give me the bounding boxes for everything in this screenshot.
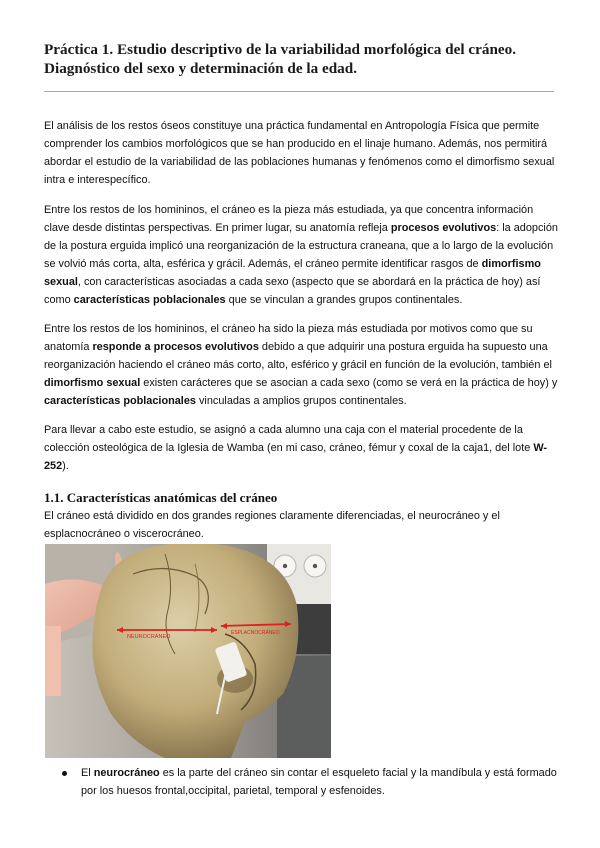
bold-term: procesos evolutivos (390, 222, 497, 234)
title-divider (44, 91, 554, 92)
text-run: El (81, 767, 94, 779)
bold-term: dimorfismo sexual (44, 258, 541, 288)
section-heading: 1.1. Características anatómicas del cráneo (44, 490, 278, 505)
section-intro: El cráneo está dividido en dos grandes regiones claramente diferenciadas, el neurocráneo y el esplacnocráneo o viscerocráneo. (44, 510, 500, 540)
bold-term: responde a procesos evolutivos (92, 341, 259, 353)
splanchnocranium-label: ESPLACNOCRÁNEO (231, 630, 280, 636)
bold-term: dimorfismo sexual (44, 377, 141, 389)
bullet-text (81, 764, 561, 800)
text-run: , con características asociadas a cada sexo (aspecto que se abordará en la práctica de hoy) así como (44, 276, 541, 306)
skull-photo-drawing (45, 544, 331, 758)
bold-term: características poblacionales (44, 395, 196, 407)
text-run: que se vinculan a grandes grupos continentales. (225, 294, 463, 306)
page-title: Práctica 1. Estudio descriptivo de la variabilidad morfológica del cráneo. Diagnóstico del sexo y determinación de la edad. (44, 41, 517, 77)
text-run: Para llevar a cabo este estudio, se asignó a cada alumno una caja con el material procedente de la colección osteológica de la Iglesia de Wamba (en mi caso, cráneo, fémur y coxal de la caja1, del lote (44, 424, 534, 454)
text-run: Entre los restos de los homininos, el cráneo ha sido la pieza más estudiada por motivos como que su anatomía (44, 323, 533, 353)
paragraph-reasons (44, 320, 560, 410)
text-run: ). (62, 460, 69, 472)
text-run: Entre los restos de los homininos, el cráneo es la pieza más estudiada, ya que concentra información clave desde distintas perspectivas. En primer lugar, su anatomía refleja (44, 204, 534, 234)
text-run: : la adopción de la postura erguida implicó una reorganización de la estructura craneana, que a lo largo de la evolución se volvió más corta, alta, esférica y grácil. Además, el cráneo permite identificar rasgos de (44, 222, 558, 270)
paragraph-materials (44, 421, 560, 475)
bold-term: características poblacionales (73, 294, 226, 306)
skull-photo (45, 544, 331, 758)
bold-term: W-252 (44, 442, 548, 472)
text-run: debido a que adquirir una postura erguida ha supuesto una reorganización haciendo el cráneo más corto, alto, esférico y grácil en función de la evolución, también el (44, 341, 552, 371)
bullet-icon (62, 771, 67, 776)
text-run: es la parte del cráneo sin contar el esqueleto facial y la mandíbula y está formado por los huesos frontal,occipital, parietal, temporal y esfenoides. (81, 767, 557, 797)
paragraph-intro: El análisis de los restos óseos constituye una práctica fundamental en Antropología Física que permite comprender los cambios morfológicos que se han producido en el linaje humano. Además, nos permitirá abordar el estudio de la variabilidad de las poblaciones humanas y fenómenos como el dimorfismo sexual intra e interespecífico. (44, 120, 555, 186)
text-run: vinculadas a amplios grupos continentales. (195, 395, 407, 407)
paragraph-evolution (44, 201, 560, 309)
text-run: existen carácteres que se asocian a cada sexo (como se verá en la práctica de hoy) y (140, 377, 558, 389)
neurocranium-label: NEUROCRÁNEO (127, 634, 171, 640)
bold-term: neurocráneo (93, 767, 160, 779)
